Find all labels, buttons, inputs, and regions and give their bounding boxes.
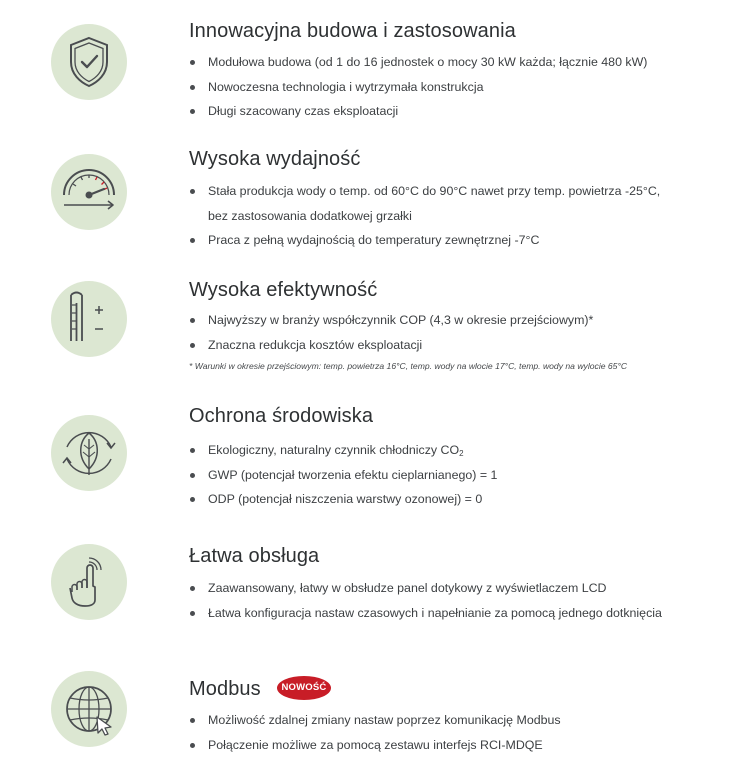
list-item: Modułowa budowa (od 1 do 16 jednostek o mocy 30 kW każda; łącznie 480 kW): [189, 50, 647, 75]
list-item: Najwyższy w branży współczynnik COP (4,3 w okresie przejściowym)*: [189, 308, 593, 333]
feature-title: Łatwa obsługa: [189, 545, 320, 567]
thermometer-icon: [51, 281, 127, 357]
feature-bullets: [189, 576, 662, 625]
feature-title: Wysoka efektywność: [189, 279, 378, 301]
shield-check-icon: [51, 24, 127, 100]
feature-bullets: [189, 708, 561, 757]
feature-bullets: [189, 438, 497, 512]
list-item: Praca z pełną wydajnością do temperatury zewnętrznej -7°C: [189, 228, 660, 253]
list-item: [189, 438, 497, 463]
list-item: Długi szacowany czas eksploatacji: [189, 99, 647, 124]
list-item: Możliwość zdalnej zmiany nastaw poprzez komunikację Modbus: [189, 708, 561, 733]
feature-title: Ochrona środowiska: [189, 405, 374, 427]
list-item: Połączenie możliwe za pomocą zestawu interfejs RCI-MDQE: [189, 733, 561, 758]
list-item-continuation: bez zastosowania dodatkowej grzałki: [208, 208, 412, 223]
subscript: 2: [459, 449, 464, 458]
globe-cursor-icon: [51, 671, 127, 747]
feature-bullets: [189, 308, 593, 357]
feature-title: Modbus: [189, 678, 261, 700]
list-item: ODP (potencjał niszczenia warstwy ozonowej) = 0: [189, 487, 497, 512]
list-item: GWP (potencjał tworzenia efektu cieplarnianego) = 1: [189, 463, 497, 488]
speedometer-icon: [51, 154, 127, 230]
list-item: Znaczna redukcja kosztów eksploatacji: [189, 333, 593, 358]
new-badge: NOWOŚĆ: [277, 676, 331, 700]
footnote: * Warunki w okresie przejściowym: temp. powietrza 16°C, temp. wody na wlocie 17°C, temp. wody na wylocie 65°C: [189, 361, 628, 371]
feature-title: Innowacyjna budowa i zastosowania: [189, 20, 516, 42]
touch-hand-icon: [51, 544, 127, 620]
feature-bullets: [189, 50, 647, 124]
list-item: Łatwa konfiguracja nastaw czasowych i napełnianie za pomocą jednego dotknięcia: [189, 601, 662, 626]
list-item: Stała produkcja wody o temp. od 60°C do 90°C nawet przy temp. powietrza -25°C,: [189, 179, 660, 204]
list-item: Zaawansowany, łatwy w obsłudze panel dotykowy z wyświetlaczem LCD: [189, 576, 662, 601]
feature-bullets: [189, 179, 660, 253]
feature-title: Wysoka wydajność: [189, 148, 361, 170]
list-item-text: Ekologiczny, naturalny czynnik chłodniczy CO: [208, 443, 460, 457]
list-item: Nowoczesna technologia i wytrzymała konstrukcja: [189, 75, 647, 100]
leaf-cycle-icon: [51, 415, 127, 491]
